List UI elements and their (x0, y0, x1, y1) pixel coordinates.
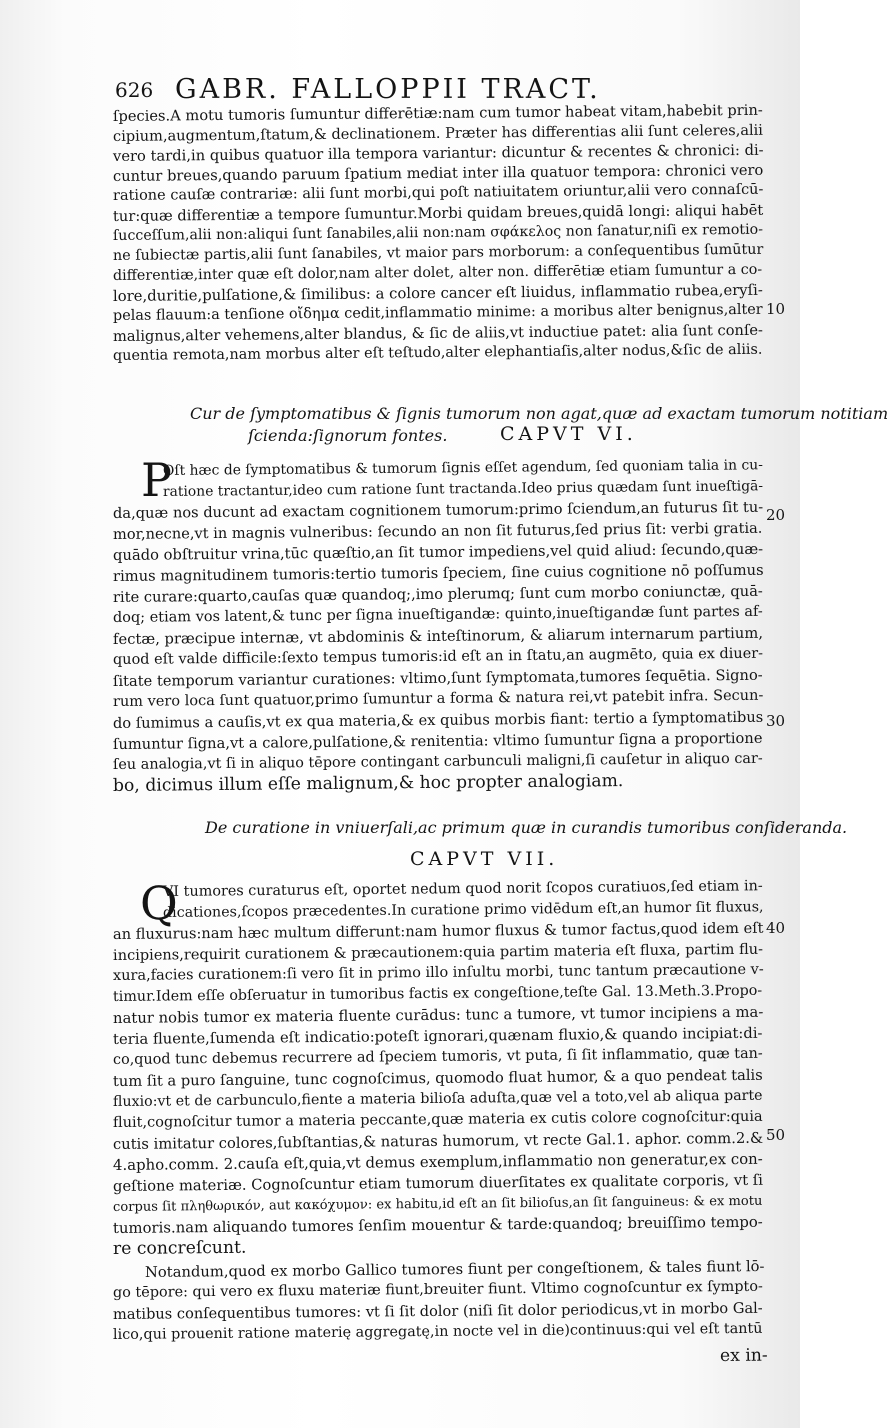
text-line: cipium,augmentum,ſtatum,& declinationem. Præter has differentias alii ſunt celeres,alii (112, 121, 763, 145)
text-line: tumoris.nam aliquando tumores ſenſim mouentur & tarde:quandoq; breuiſſimo tempo- (112, 1213, 763, 1237)
text-line: differentiæ,inter quæ eſt dolor,nam alter dolet, alter non. differētiæ etiam ſumuntur a co- (112, 261, 763, 284)
text-line: do ſumimus a cauſis,vt ex qua materia,& ex quibus morbis fiant: tertio a ſymptomatibus (112, 708, 764, 732)
text-line: quādo obſtruitur vrina,tūc quæſtio,an ſit tumor impediens,vel quid aliud: ſecundo,quæ- (112, 540, 764, 564)
text-line: rum vero loca ſunt quatuor,primo ſumuntur a forma & natura rei,vt patebit infra. Secun- (112, 687, 764, 710)
chapter-vi-heading-line2: ſcienda:ſignorum fontes. (248, 426, 448, 445)
text-line: rite curare:quarto,cauſas quæ quandoq;,imo plerumq; ſunt cum morbo coniunctæ, quā- (112, 582, 763, 606)
drop-cap-p: P (141, 453, 172, 507)
text-line: lore,duritie,pulſatione,& ſimilibus: a colore cancer eſt liuidus, inflammatio rubea,eryſi- (112, 281, 763, 305)
text-line: Notandum,quod ex morbo Gallico tumores fiunt per congeſtionem, & tales fiunt lō- (144, 1258, 765, 1281)
text-line: teria fluente,ſumenda eſt indicatio:poteſt ignorari,quænam fluxio,& quando incipiat:di- (112, 1024, 763, 1048)
text-line: Oſt hæc de ſymptomatibus & tumorum ſignis eſſet agendum, ſed quoniam talia in cu- (162, 457, 763, 479)
chapter-vii-heading: De curatione in vniuerſali,ac primum quæ in curandis tumoribus conſideranda. (205, 818, 848, 837)
margin-line-number: 20 (766, 506, 786, 524)
text-line: ſucceſſum,alii non:aliqui ſunt ſanabiles,alii non:nam σφάκελος non ſanatur,niſi ex remotio- (112, 221, 764, 244)
text-line: natur nobis tumor ex materia fluente curādus: tunc a tumore, vt tumor incipiens a ma- (112, 1003, 764, 1027)
text-line: tum ſit a puro ſanguine, tunc cognoſcimus, quomodo fluat humor, & a quo pendeat talis (112, 1066, 763, 1090)
text-line: go tēpore: qui vero ex fluxu materiæ fiunt,breuiter fiunt. Vltimo cognoſcuntur ex ſympto- (112, 1278, 763, 1301)
text-line: re concreſcunt. (112, 1237, 247, 1259)
text-line: doq; etiam vos latent,& tunc per ſigna inueſtigandæ: quinto,inueſtigandæ ſunt partes af- (112, 603, 763, 626)
catchword: ex in- (719, 1345, 768, 1366)
text-line: pelas flauum:a tenſione οἴδημα cedit,inflammatio minime: a moribus alter benignus,alter (112, 301, 763, 324)
text-line: vero tardi,in quibus quatuor illa tempora variantur: dicuntur & recentes & chronici: di- (112, 141, 764, 165)
text-line: an fluxurus:nam hæc multum differunt:nam humor fluxus & tumor factus,quod idem eſt (112, 919, 764, 943)
text-line: geſtione materiæ. Cognoſcuntur etiam tumorum diuerſitates ex qualitate corporis, vt ſi (112, 1171, 764, 1195)
chapter-vi-heading-line1: Cur de ſymptomatibus & ſignis tumorum non agat,quæ ad exactam tumorum notitiam (190, 404, 888, 423)
text-line: fluxio:vt et de carbunculo,fiente a materia bilioſa aduſta,quæ vel a toto,vel ab aliqua parte (112, 1087, 763, 1110)
text-line: timur.Idem eſſe obſeruatur in tumoribus factis ex congeſtione,teſte Gal. 13.Meth.3.Propo- (112, 982, 763, 1005)
chapter-vii-caput-label: CAPVT VII. (410, 848, 559, 870)
margin-line-number: 50 (766, 1126, 786, 1144)
text-line: malignus,alter vehemens,alter blandus, & ſic de aliis,vt inductiue patet: alia ſunt conſe- (112, 321, 764, 345)
running-header (115, 74, 715, 104)
margin-line-number: 40 (766, 919, 786, 937)
text-line: ratione tractantur,ideo cum ratione ſunt tractanda.Ideo prius quædam ſunt inueſtigā- (162, 478, 764, 500)
text-line: cuntur breues,quando paruum ſpatium mediat inter illa quatuor tempora: chronici vero (112, 161, 764, 185)
text-line: ſpecies.A motu tumoris ſumuntur differētiæ:nam cum tumor habeat vitam,habebit prin- (112, 101, 763, 125)
text-line: matibus conſequentibus tumores: vt ſi ſit dolor (niſi ſit dolor periodicus,vt in morbo Gal- (112, 1299, 763, 1323)
text-line: incipiens,requirit curationem & præcautionem:quia partim materia eſt fluxa, partim flu- (112, 940, 764, 964)
chapter-vi-caput-label: CAPVT VI. (500, 423, 637, 445)
text-line: co,quod tunc debemus recurrere ad ſpeciem tumoris, vt puta, ſi ſit inflammatio, quæ tan- (112, 1045, 763, 1068)
running-head: GABR. FALLOPPII TRACT. (175, 74, 601, 105)
text-line: cutis imitatur colores,ſubſtantias,& naturas humorum, vt recte Gal.1. aphor. comm.2.& (112, 1129, 764, 1153)
text-line: ſeu analogia,vt ſi in aliquo tēpore contingant carbunculi maligni,ſi cauſetur in aliquo car- (112, 750, 763, 773)
text-line: fectæ, præcipue internæ, vt abdominis & inteſtinorum, & aliarum internarum partium, (112, 624, 764, 648)
page-number: 626 (115, 78, 154, 102)
text-line: da,quæ nos ducunt ad exactam cognitionem tumorum:primo ſciendum,an futurus ſit tu- (112, 498, 764, 522)
text-line: ratione cauſæ contrariæ: alii ſunt morbi,qui poſt natiuitatem oriuntur,alii vero connaſcū- (112, 181, 764, 204)
text-line: ne ſubiectæ partis,alii ſunt ſanabiles, vt maior pars morborum: a conſequentibus ſumūtur (112, 241, 764, 264)
drop-cap-q: Q (140, 876, 178, 930)
text-line: rimus magnitudinem tumoris:tertio tumoris ſpeciem, ſine cuius cognitione nō poſſumus (112, 561, 764, 585)
text-line: quod eſt valde difficile:ſexto tempus tumoris:id eſt an in ſtatu,an augmēto, quia ex diuer- (112, 645, 764, 668)
text-line: quentia remota,nam morbus alter eſt teſtudo,alter elephantiaſis,alter nodus,&ſic de aliis. (112, 341, 763, 364)
text-line: bo, dicimus illum eſſe malignum,& hoc propter analogiam. (112, 771, 624, 796)
text-line: ſumuntur ſigna,vt a calore,pulſatione,& renitentia: vltimo ſumuntur ſigna a proportione (112, 729, 763, 753)
text-line: lico,qui prouenit ratione materię aggregatę,in nocte vel in die)continuus:qui vel eſt tantū (112, 1320, 763, 1343)
text-line: 4.apho.comm. 2.cauſa eſt,quia,vt demus exemplum,inflammatio non generatur,ex con- (112, 1149, 763, 1174)
text-line: xura,facies curationem:ſi vero ſit in primo illo inſultu morbi, tunc tantum præcautione v- (112, 961, 764, 984)
text-line: dicationes,ſcopos præcedentes.In curatione primo vidēdum eſt,an humor ſit fluxus, (162, 899, 764, 921)
text-line: corpus ſit πληθωρικόν, aut κακόχυμον: ex habitu,id eſt an ſit bilioſus,an ſit ſanguineus: & ex motu (112, 1193, 763, 1215)
margin-line-number: 30 (766, 712, 786, 730)
text-line: mor,necne,vt in magnis vulneribus: ſecundo an non ſit futurus,ſed prius ſit: verbi gratia. (112, 519, 763, 543)
text-line: VI tumores curaturus eſt, oportet nedum quod norit ſcopos curatiuos,ſed etiam in- (162, 878, 763, 900)
text-line: fluit,cognoſcitur tumor a materia peccante,quæ materia ex cutis colore cognoſcitur:quia (112, 1108, 763, 1131)
text-line: tur:quæ differentiæ a tempore ſumuntur.Morbi quidam breues,quidā longi: aliqui habēt (112, 201, 764, 225)
text-line: ſitate temporum variantur curationes: vltimo,ſunt ſymptomata,tumores ſequētia. Signo- (112, 666, 763, 690)
margin-line-number: 10 (766, 300, 786, 318)
